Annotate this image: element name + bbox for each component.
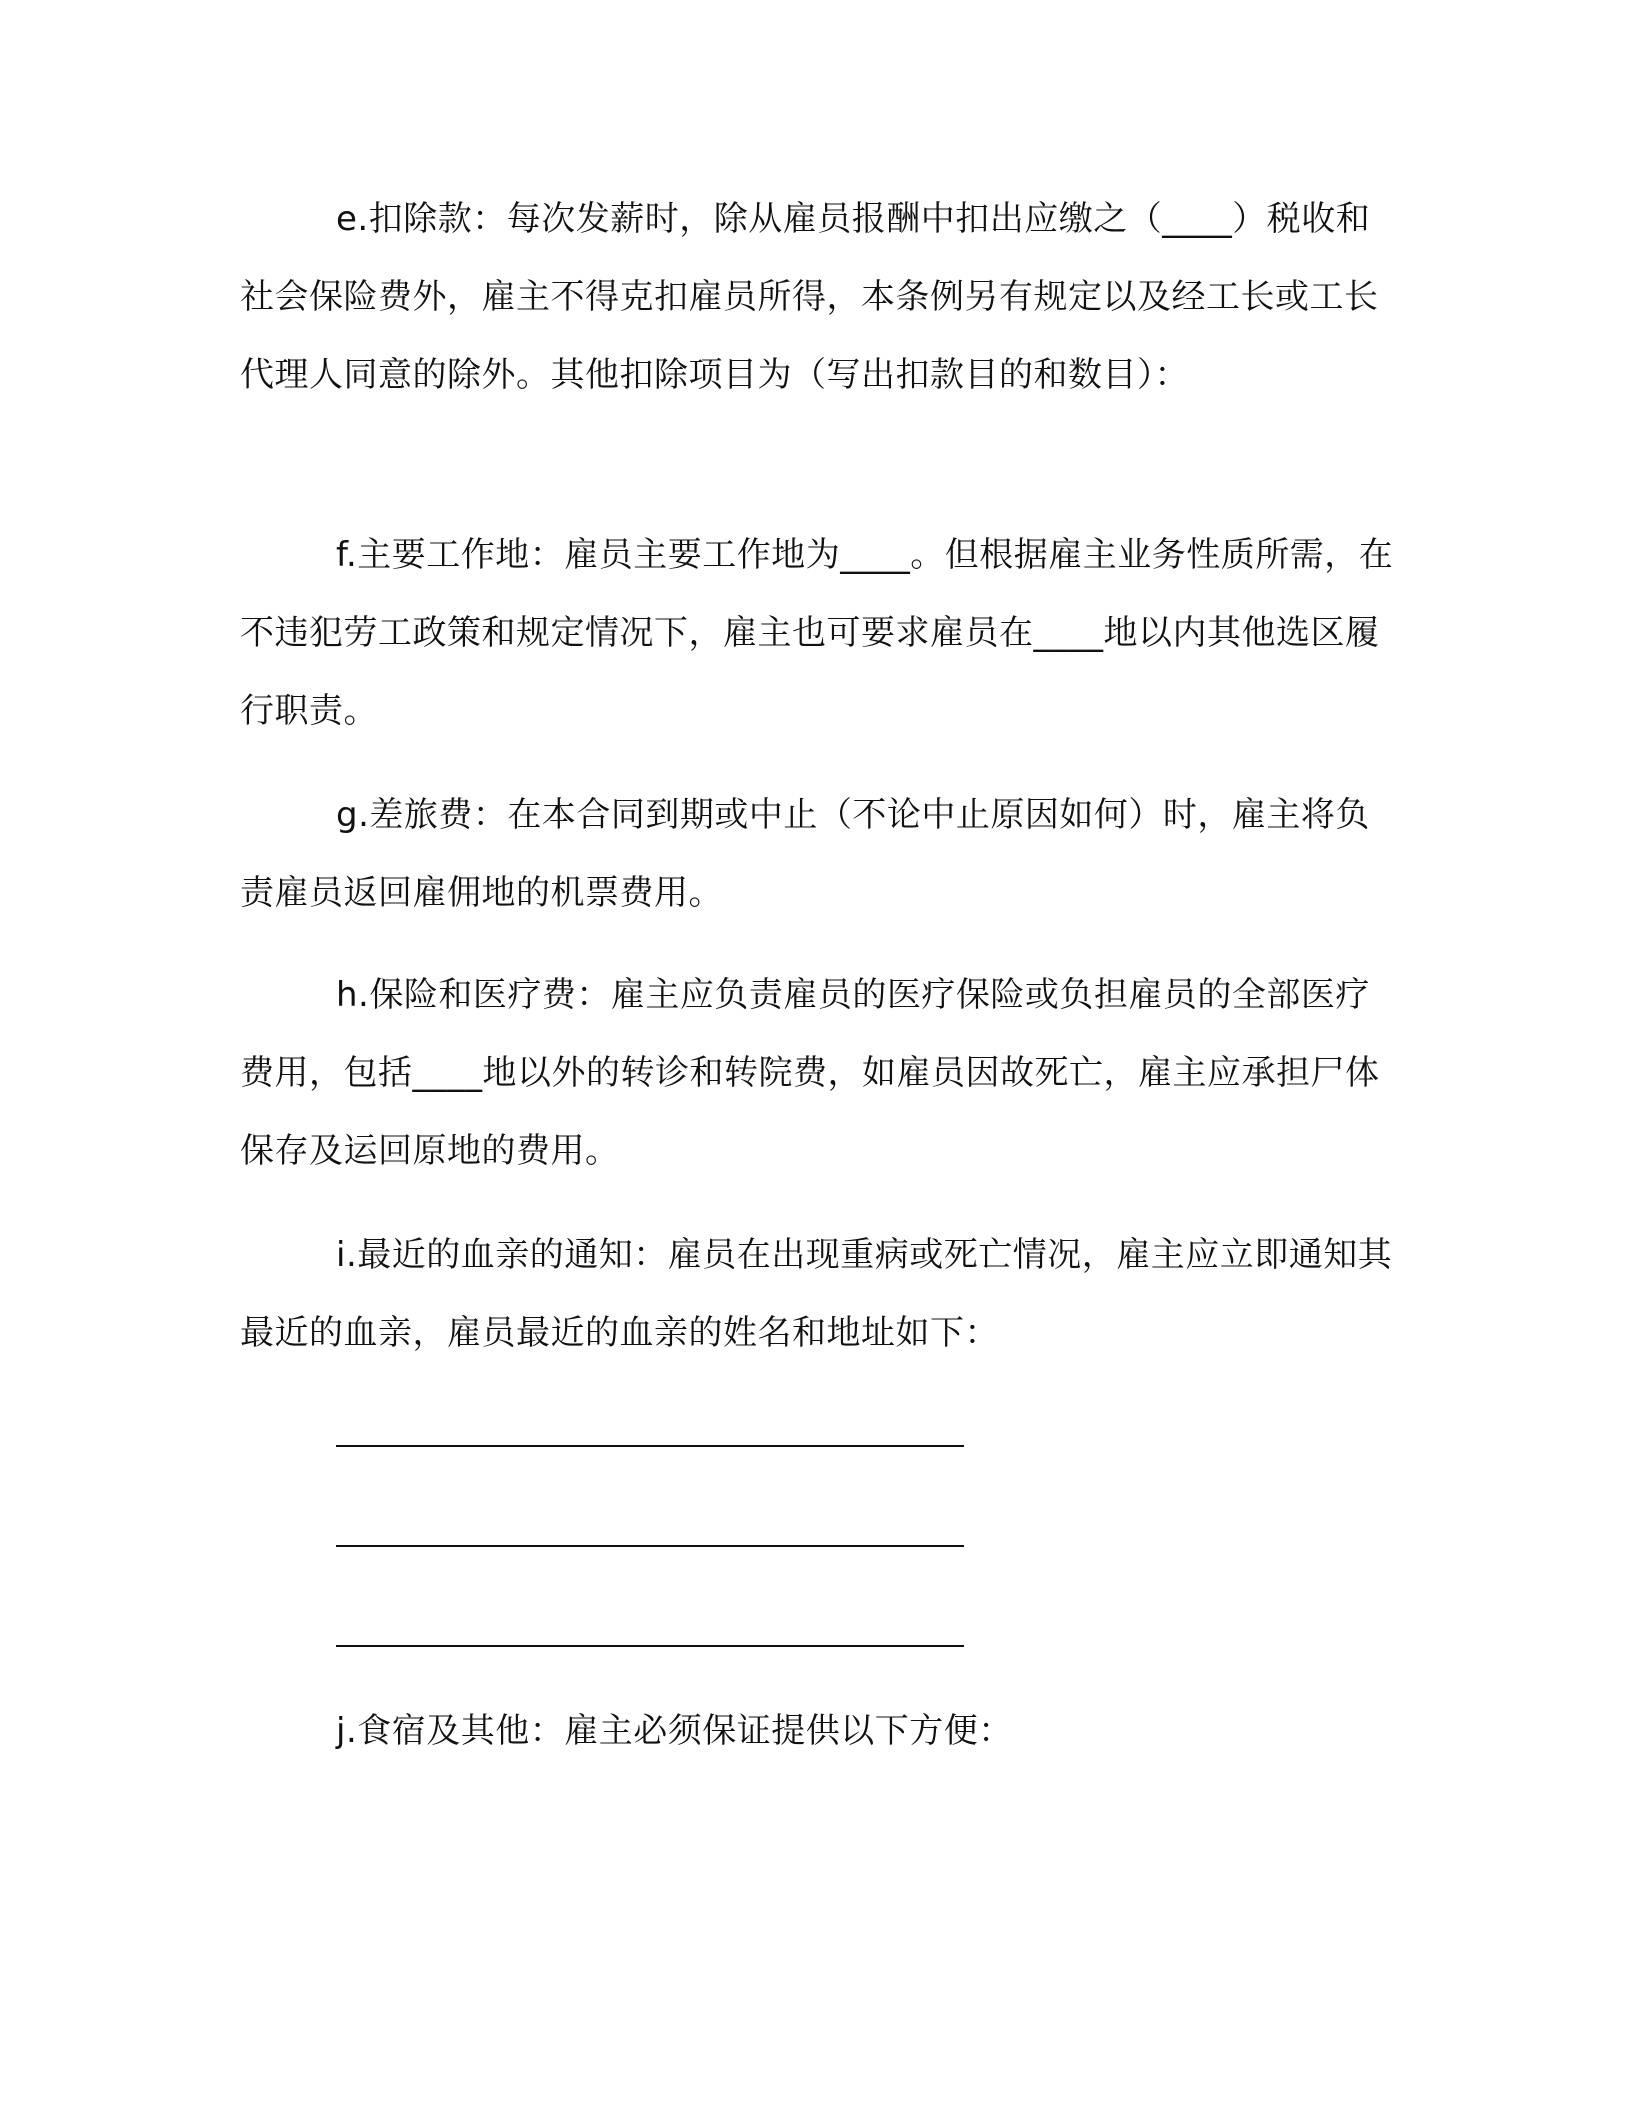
clause-f-workplace: f.主要工作地：雇员主要工作地为____。但根据雇主业务性质所需，在不违犯劳工政策和规定情况下，雇主也可要求雇员在____地以内其他选区履行职责。 — [240, 535, 1394, 731]
clause-g-travel-expenses: g.差旅费：在本合同到期或中止（不论中止原因如何）时，雇主将负责雇员返回雇佣地的机票费用。 — [240, 795, 1370, 913]
clause-j-board-lodging: j.食宿及其他：雇主必须保证提供以下方便： — [336, 1711, 1013, 1751]
clause-h-insurance-medical: h.保险和医疗费：雇主应负责雇员的医疗保险或负担雇员的全部医疗费用，包括____地以外的转诊和转院费，如雇员因故死亡，雇主应承担尸体保存及运回原地的费用。 — [240, 975, 1380, 1171]
next-of-kin-blank-line-1[interactable] — [336, 1445, 964, 1447]
clause-i-next-of-kin: i.最近的血亲的通知：雇员在出现重病或死亡情况，雇主应立即通知其最近的血亲，雇员最近的血亲的姓名和地址如下： — [240, 1235, 1393, 1353]
next-of-kin-blank-line-2[interactable] — [336, 1545, 964, 1547]
clause-e-deductions: e.扣除款：每次发薪时，除从雇员报酬中扣出应缴之（____）税收和社会保险费外，雇主不得克扣雇员所得，本条例另有规定以及经工长或工长代理人同意的除外。其他扣除项目为（写出扣款目的和数目）： — [240, 199, 1379, 395]
next-of-kin-blank-line-3[interactable] — [336, 1645, 964, 1647]
